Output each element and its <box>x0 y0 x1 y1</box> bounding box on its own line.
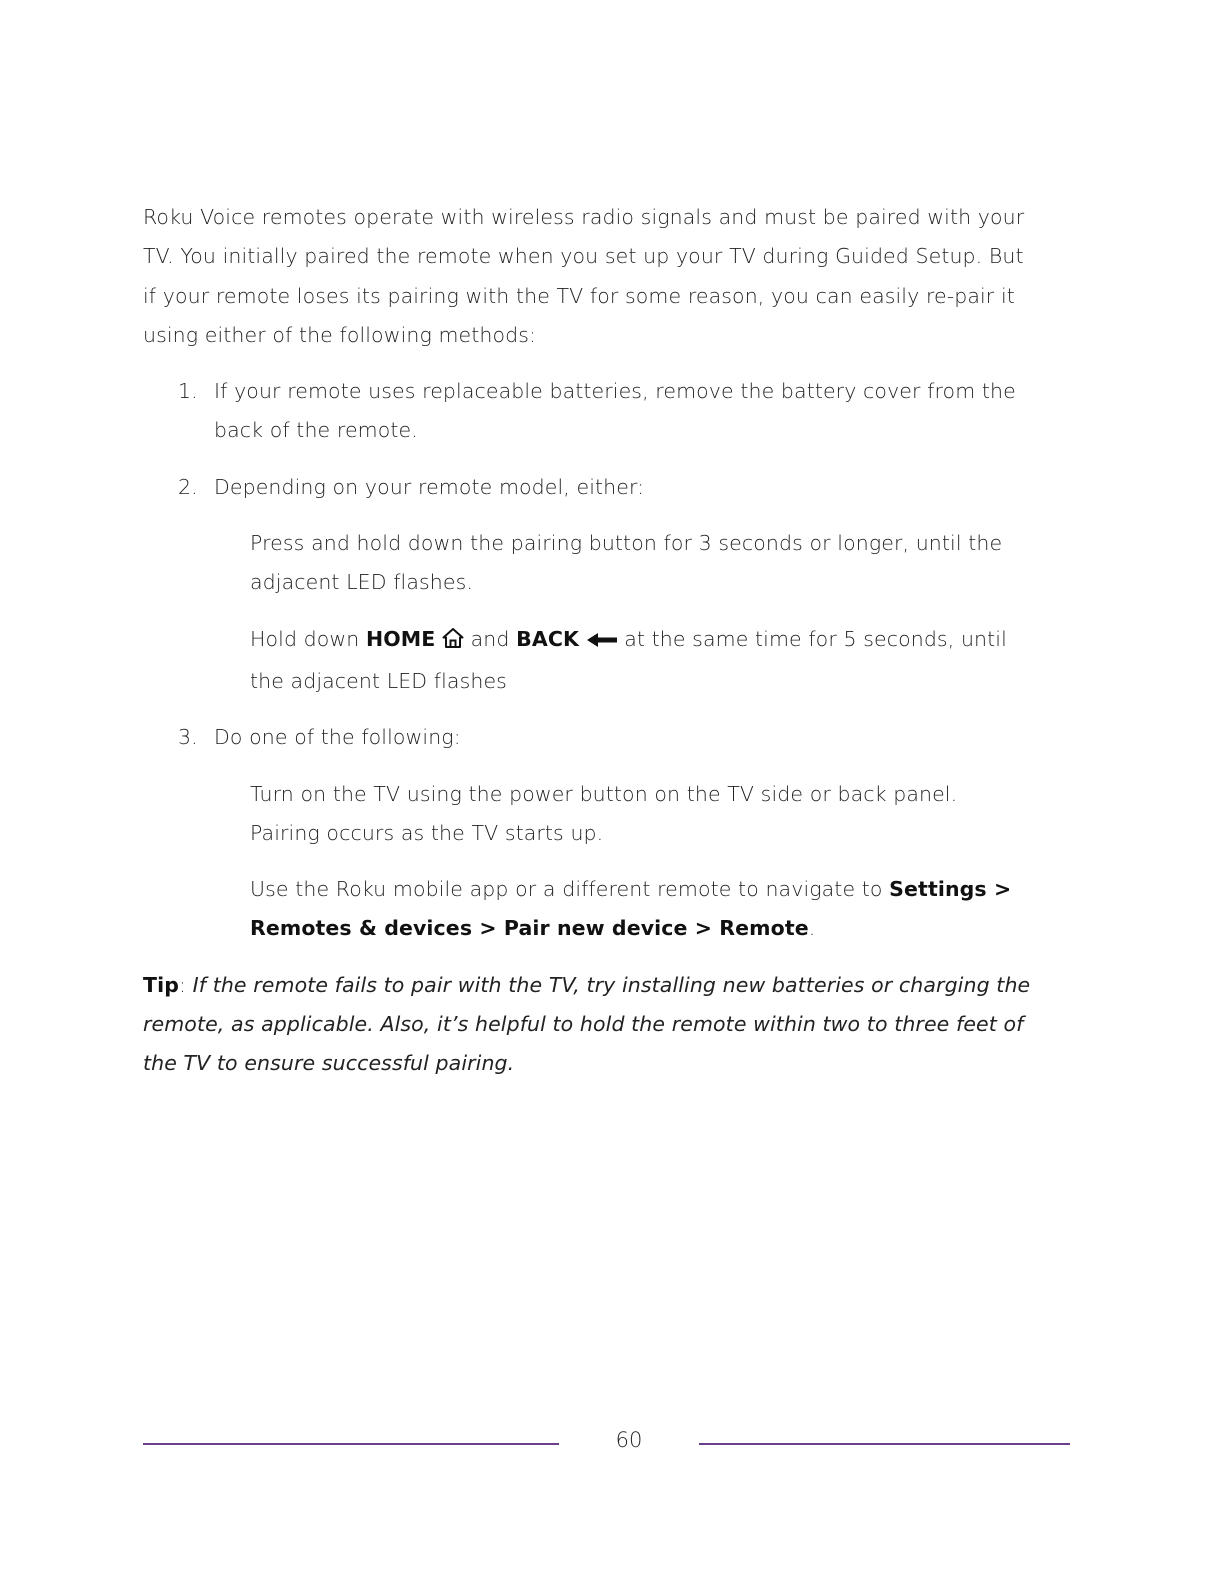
intro-line: Roku Voice remotes operate with wireless radio signals and must be paired with your <box>143 205 1025 229</box>
intro-line: if your remote loses its pairing with the TV for some reason, you can easily re-pair it <box>143 283 1015 308</box>
step-1 <box>143 372 1073 451</box>
home-label: HOME <box>366 626 436 651</box>
option-line: Press and hold down the pairing button for 3 seconds or longer, until the <box>250 531 1003 556</box>
step-line: Do one of the following: <box>214 725 461 750</box>
home-icon <box>442 623 464 662</box>
step-number: 3. <box>178 725 198 750</box>
step-number: 1. <box>178 379 198 404</box>
tip-paragraph <box>143 966 1073 1084</box>
step-2 <box>143 468 1073 507</box>
step-line: Depending on your remote model, either: <box>214 474 645 499</box>
back-label: BACK <box>516 626 579 651</box>
intro-line: using either of the following methods: <box>143 322 537 347</box>
step-3-option-power-button <box>250 775 1073 854</box>
option-text: and <box>464 626 517 651</box>
option-line: adjacent LED flashes. <box>250 570 473 595</box>
option-line: Pairing occurs as the TV starts up. <box>250 820 604 845</box>
page-footer <box>143 1424 1070 1464</box>
page-number: 60 <box>615 1428 643 1452</box>
footer-rule-right <box>699 1443 1070 1445</box>
tip-line: the TV to ensure successful pairing. <box>143 1051 515 1076</box>
intro-paragraph <box>143 198 1073 355</box>
footer-rule-left <box>143 1443 559 1445</box>
tip-text: If the remote fails to pair with the TV, try installing new batteries or charging the <box>192 972 1031 997</box>
option-text: at the same time for 5 seconds, until <box>617 626 1007 651</box>
step-line: If your remote uses replaceable batteries, remove the battery cover from the <box>214 379 1016 404</box>
step-2-option-home-back <box>250 620 1073 702</box>
option-line <box>250 909 1073 948</box>
option-text: Use the Roku mobile app or a different remote to navigate to <box>250 877 890 902</box>
tip-line: remote, as applicable. Also, it’s helpful to hold the remote within two to three feet of <box>143 1012 1024 1037</box>
option-line <box>250 620 1073 662</box>
tip-line <box>143 966 1073 1005</box>
step-2-option-pairing-button <box>250 524 1073 603</box>
back-arrow-icon <box>586 623 618 662</box>
intro-line: TV. You initially paired the remote when you set up your TV during Guided Setup. But <box>143 244 1024 269</box>
settings-path-part1: Settings > <box>889 877 1012 902</box>
option-line <box>250 870 1073 909</box>
step-line: back of the remote. <box>214 418 418 443</box>
option-text: . <box>808 916 816 941</box>
step-3-option-mobile-app <box>250 870 1073 949</box>
option-text: Hold down <box>250 626 367 651</box>
step-3 <box>143 718 1073 757</box>
page-content <box>143 198 1073 1084</box>
option-line: the adjacent LED flashes <box>250 668 507 693</box>
step-number: 2. <box>178 474 198 499</box>
settings-path-part2: Remotes & devices > Pair new device > Remote <box>250 916 809 941</box>
option-line: Turn on the TV using the power button on the TV side or back panel. <box>250 781 958 806</box>
tip-label: Tip <box>143 972 179 997</box>
tip-colon: : <box>179 972 193 997</box>
